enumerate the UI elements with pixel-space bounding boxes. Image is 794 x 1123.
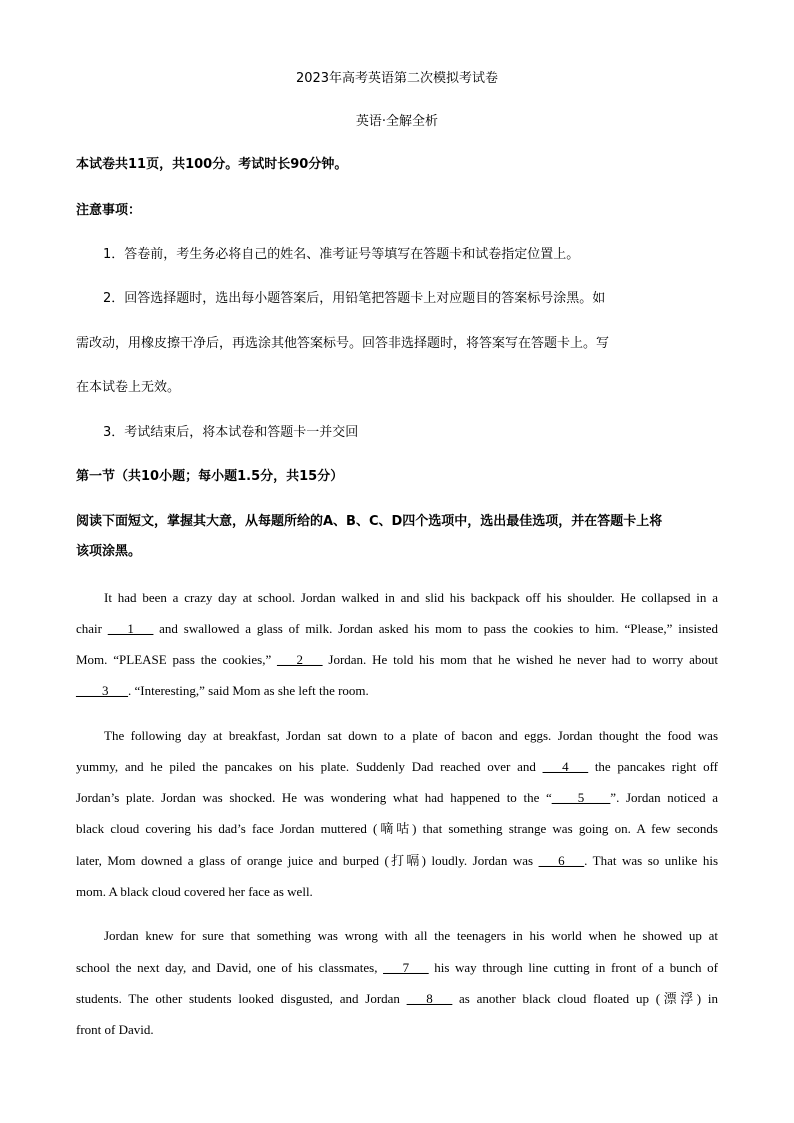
passage-p2-line-3: Jordan’s plate. Jordan was shocked. He was wondering what had happened to the “____5____”. Jordan noticed a	[76, 790, 719, 805]
answer-blank-4[interactable]: ___4___	[542, 759, 589, 774]
passage-p2-line-6: mom. A black cloud covered her face as well.	[76, 884, 313, 899]
document-title: 2023年高考英语第二次模拟考试卷	[295, 71, 499, 86]
note-item-3: 3．考试结束后，将本试卷和答题卡一并交回	[103, 425, 359, 440]
notes-heading: 注意事项：	[76, 203, 142, 218]
passage-p1-line-3: Mom. “PLEASE pass the cookies,” ___2___ Jordan. He told his mom that he wished he never had to worry about	[76, 652, 718, 667]
passage-p3-line-3: students. The other students looked disgusted, and Jordan ___8___ as another black cloud floated up (漂浮) in	[76, 991, 718, 1006]
document-subtitle: 英语·全解全析	[355, 114, 439, 129]
answer-blank-6[interactable]: ___6___	[538, 853, 585, 868]
passage-p1-line-1: It had been a crazy day at school. Jordan walked in and slid his backpack off his shoulder. He collapsed in a	[104, 590, 718, 605]
section-instruction-line-2: 该项涂黑。	[76, 544, 142, 559]
passage-p3-line-4: front of David.	[76, 1022, 154, 1037]
section-instruction-line-1: 阅读下面短文，掌握其大意，从每题所给的A、B、C、D四个选项中，选出最佳选项，并在答题卡上将	[76, 514, 663, 529]
passage-p1-line-4: ____3___. “Interesting,” said Mom as she left the room.	[76, 683, 369, 698]
answer-blank-3[interactable]: ____3___	[76, 683, 128, 698]
passage-p2-line-1: The following day at breakfast, Jordan sat down to a plate of bacon and eggs. Jordan thought the food was	[104, 728, 718, 743]
answer-blank-5[interactable]: ____5____	[551, 790, 611, 805]
note-item-1: 1．答卷前，考生务必将自己的姓名、准考证号等填写在答题卡和试卷指定位置上。	[103, 247, 580, 262]
note-item-2-line-1: 2．回答选择题时，选出每小题答案后，用铅笔把答题卡上对应题目的答案标号涂黑。如	[103, 291, 606, 306]
answer-blank-8[interactable]: ___8___	[406, 991, 453, 1006]
answer-blank-7[interactable]: ___7___	[383, 960, 429, 975]
answer-blank-2[interactable]: ___2___	[277, 652, 323, 667]
passage-p2-line-2: yummy, and he piled the pancakes on his plate. Suddenly Dad reached over and ___4___ the pancakes right off	[76, 759, 718, 774]
passage-p1-line-2: chair ___1___ and swallowed a glass of milk. Jordan asked his mom to pass the cookies to him. “Please,” insisted	[76, 621, 719, 636]
passage-p2-line-4: black cloud covering his dad’s face Jordan muttered (嘀咕) that something strange was going on. A few seconds	[76, 821, 718, 836]
answer-blank-1[interactable]: ___1___	[107, 621, 154, 636]
note-item-2-line-3: 在本试卷上无效。	[76, 380, 181, 395]
note-item-2-line-2: 需改动，用橡皮擦干净后，再选涂其他答案标号。回答非选择题时，将答案写在答题卡上。写	[76, 336, 610, 351]
exam-info: 本试卷共11页，共100分。考试时长90分钟。	[76, 157, 348, 172]
section-title: 第一节（共10小题；每小题1.5分，共15分）	[76, 469, 344, 484]
passage-p2-line-5: later, Mom downed a glass of orange juice and burped (打嗝) loudly. Jordan was ___6___. That was so unlike his	[76, 853, 718, 868]
passage-p3-line-1: Jordan knew for sure that something was wrong with all the teenagers in his world when he showed up at	[104, 928, 718, 943]
passage-p3-line-2: school the next day, and David, one of his classmates, ___7___ his way through line cutting in front of a bunch of	[76, 960, 718, 975]
